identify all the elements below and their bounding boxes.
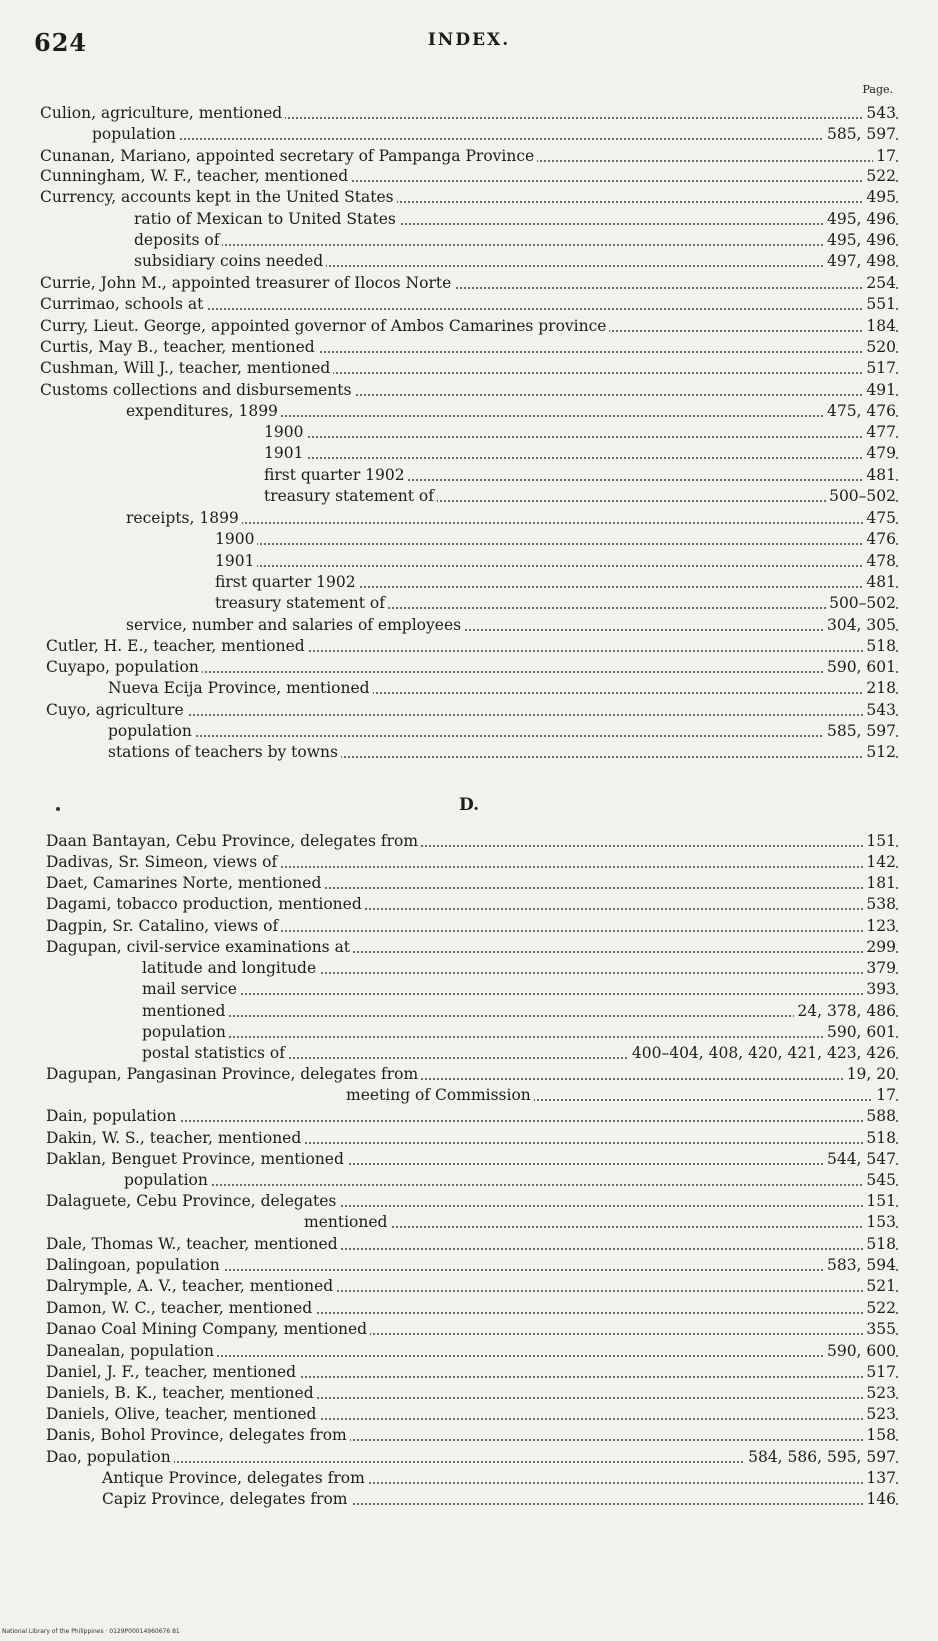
dot-leader [219,529,898,545]
entry-term: Dalingoan, population [46,1255,223,1275]
index-entry [0,1128,938,1148]
entry-pages: 495 [863,187,896,207]
entry-term: Cuyo, agriculture [46,700,187,720]
index-entry [0,1468,938,1488]
entry-term: Danao Coal Mining Company, mentioned [46,1319,370,1339]
entry-pages: 523 [863,1404,896,1424]
entry-pages: 495, 496 [824,209,896,229]
entry-term: population [92,124,179,144]
entry-term: first quarter 1902 [264,465,408,485]
entry-term: treasury statement of [264,486,437,506]
page-column-label: Page. [862,83,893,96]
entry-term: Daniel, J. F., teacher, mentioned [46,1362,299,1382]
index-entry [0,529,938,549]
entry-term: Dalaguete, Cebu Province, delegates [46,1191,339,1211]
entry-pages: 477 [863,422,896,442]
dot-leader [130,508,898,524]
index-entry [0,615,938,635]
index-entry [0,443,938,463]
entry-term: Dagupan, civil-service examinations at [46,937,353,957]
entry-pages: 583, 594 [824,1255,896,1275]
entry-pages: 544, 547 [824,1149,896,1169]
entry-term: latitude and longitude [142,958,319,978]
entry-pages: 518 [863,1234,896,1254]
entry-term: 1901 [215,551,257,571]
entry-term: Dain, population [46,1106,179,1126]
entry-pages: 379 [863,958,896,978]
index-entry [0,1319,938,1339]
entry-pages: 517 [863,358,896,378]
entry-pages: 24, 378, 486 [794,1001,896,1021]
index-entry [0,979,938,999]
index-entry [0,1425,938,1445]
index-entry [0,1191,938,1211]
index-entry [0,1298,938,1318]
entry-term: Currency, accounts kept in the United States [40,187,397,207]
index-entry [0,166,938,186]
entry-pages: 517 [863,1362,896,1382]
entry-pages: 158 [863,1425,896,1445]
entry-term: mentioned [142,1001,228,1021]
entry-term: Curtis, May B., teacher, mentioned [40,337,318,357]
entry-term: treasury statement of [215,593,388,613]
entry-term: population [142,1022,229,1042]
index-entry [0,1404,938,1424]
entry-term: Dagupan, Pangasinan Province, delegates from [46,1064,421,1084]
entry-term: Dao, population [46,1447,174,1467]
entry-term: deposits of [134,230,222,250]
index-entry [0,1276,938,1296]
index-entry [0,508,938,528]
index-entry [0,380,938,400]
entry-pages: 137 [863,1468,896,1488]
index-entry [0,873,938,893]
entry-pages: 299 [863,937,896,957]
entry-pages: 522 [863,1298,896,1318]
entry-term: meeting of Commission [346,1085,534,1105]
index-entry [0,742,938,762]
index-entry [0,894,938,914]
entry-pages: 523 [863,1383,896,1403]
entry-term: postal statistics of [142,1043,288,1063]
entry-pages: 355 [863,1319,896,1339]
entry-term: expenditures, 1899 [126,401,281,421]
entry-pages: 475, 476 [824,401,896,421]
index-entry [0,636,938,656]
section-heading-d: D. [458,795,480,815]
entry-term: 1900 [264,422,306,442]
entry-pages: 585, 597 [824,721,896,741]
dot-leader [146,1001,898,1017]
entry-pages: 512 [863,742,896,762]
entry-term: Daan Bantayan, Cebu Province, delegates from [46,831,421,851]
index-entry [0,294,938,314]
index-entry [0,551,938,571]
entry-pages: 520 [863,337,896,357]
dot-leader [268,443,898,459]
index-entry [0,337,938,357]
dot-leader [112,721,898,737]
index-entry [0,316,938,336]
entry-pages: 400–404, 408, 420, 421, 423, 426 [629,1043,896,1063]
index-entry [0,187,938,207]
entry-pages: 481 [863,572,896,592]
entry-term: service, number and salaries of employees [126,615,464,635]
entry-term: Cuyapo, population [46,657,202,677]
index-entry [0,1170,938,1190]
entry-term: mail service [142,979,240,999]
entry-pages: 497, 498 [824,251,896,271]
dot-leader [128,1170,898,1186]
index-entry [0,1212,938,1232]
entry-pages: 538 [863,894,896,914]
entry-term: stations of teachers by towns [108,742,341,762]
entry-pages: 590, 600 [824,1341,896,1361]
index-entry [0,1362,938,1382]
index-entry [0,1106,938,1126]
entry-pages: 585, 597 [824,124,896,144]
entry-pages: 19, 20 [844,1064,896,1084]
entry-term: Danealan, population [46,1341,217,1361]
index-entry [0,572,938,592]
dot-leader [96,124,898,140]
index-entry [0,1447,938,1467]
index-entry [0,1022,938,1042]
index-entry [0,1234,938,1254]
entry-pages: 254 [863,273,896,293]
entry-pages: 478 [863,551,896,571]
index-entry [0,1149,938,1169]
entry-pages: 521 [863,1276,896,1296]
entry-term: Capiz Province, delegates from [102,1489,351,1509]
entry-pages: 146 [863,1489,896,1509]
entry-pages: 588 [863,1106,896,1126]
dot-leader [308,1212,898,1228]
entry-term: Cutler, H. E., teacher, mentioned [46,636,308,656]
entry-pages: 123 [863,916,896,936]
entry-pages: 500–502 [826,486,896,506]
entry-term: Currie, John M., appointed treasurer of Ilocos Norte [40,273,454,293]
index-entry [0,1255,938,1275]
index-entry [0,1341,938,1361]
entry-pages: 522 [863,166,896,186]
index-entry [0,852,938,872]
entry-pages: 495, 496 [824,230,896,250]
index-entry [0,1085,938,1105]
entry-pages: 151 [863,831,896,851]
index-entry [0,657,938,677]
entry-pages: 545 [863,1170,896,1190]
entry-pages: 479 [863,443,896,463]
entry-term: Dalrymple, A. V., teacher, mentioned [46,1276,336,1296]
index-entry [0,273,938,293]
entry-pages: 153 [863,1212,896,1232]
index-entry [0,1489,938,1509]
index-entry [0,1064,938,1084]
entry-pages: 518 [863,636,896,656]
entry-term: mentioned [304,1212,390,1232]
entry-pages: 551 [863,294,896,314]
running-head: INDEX. [427,30,511,50]
entry-pages: 151 [863,1191,896,1211]
entry-term: Culion, agriculture, mentioned [40,103,285,123]
entry-pages: 491 [863,380,896,400]
entry-term: Cunanan, Mariano, appointed secretary of Pampanga Province [40,146,537,166]
index-entry [0,486,938,506]
entry-term: Dagpin, Sr. Catalino, views of [46,916,281,936]
entry-pages: 181 [863,873,896,893]
entry-term: Daniels, B. K., teacher, mentioned [46,1383,317,1403]
index-entry [0,678,938,698]
index-entry [0,700,938,720]
entry-pages: 142 [863,852,896,872]
dot-leader [219,551,898,567]
index-entry [0,146,938,166]
entry-term: Curry, Lieut. George, appointed governor of Ambos Camarines province [40,316,609,336]
entry-term: Cunningham, W. F., teacher, mentioned [40,166,351,186]
index-entry [0,230,938,250]
entry-pages: 543 [863,103,896,123]
entry-term: ratio of Mexican to United States [134,209,399,229]
entry-pages: 17 [873,146,896,166]
dot-leader [138,230,898,246]
footer-credit: National Library of the Philippines · 0129P00014960676 81 [2,1628,180,1635]
index-entry [0,124,938,144]
entry-pages: 475 [863,508,896,528]
entry-term: Currimao, schools at [40,294,206,314]
entry-term: Danis, Bohol Province, delegates from [46,1425,350,1445]
entry-pages: 584, 586, 595, 597 [745,1447,896,1467]
entry-term: Dale, Thomas W., teacher, mentioned [46,1234,341,1254]
entry-term: subsidiary coins needed [134,251,326,271]
entry-term: population [108,721,195,741]
entry-pages: 184 [863,316,896,336]
entry-pages: 17 [873,1085,896,1105]
entry-pages: 476 [863,529,896,549]
index-entry [0,465,938,485]
entry-pages: 481 [863,465,896,485]
entry-pages: 543 [863,700,896,720]
page-number: 624 [34,28,88,57]
entry-term: Daniels, Olive, teacher, mentioned [46,1404,319,1424]
entry-pages: 218 [863,678,896,698]
entry-term: Cushman, Will J., teacher, mentioned [40,358,333,378]
index-entry [0,251,938,271]
index-entry [0,103,938,123]
entry-term: first quarter 1902 [215,572,359,592]
entry-term: Nueva Ecija Province, mentioned [108,678,373,698]
entry-term: Damon, W. C., teacher, mentioned [46,1298,315,1318]
index-entry [0,831,938,851]
entry-pages: 393 [863,979,896,999]
entry-term: Daklan, Benguet Province, mentioned [46,1149,347,1169]
index-entry [0,916,938,936]
index-entry [0,593,938,613]
entry-term: Dakin, W. S., teacher, mentioned [46,1128,304,1148]
index-entry [0,209,938,229]
index-entry [0,721,938,741]
entry-pages: 304, 305 [824,615,896,635]
entry-term: Dadivas, Sr. Simeon, views of [46,852,280,872]
index-entry [0,358,938,378]
entry-pages: 500–502 [826,593,896,613]
index-entry [0,937,938,957]
dot-leader [146,1022,898,1038]
index-entry [0,422,938,442]
index-entry [0,1043,938,1063]
entry-term: receipts, 1899 [126,508,242,528]
index-entry [0,958,938,978]
entry-term: Dagami, tobacco production, mentioned [46,894,365,914]
index-entry [0,401,938,421]
entry-pages: 590, 601 [824,657,896,677]
entry-pages: 518 [863,1128,896,1148]
entry-term: 1900 [215,529,257,549]
entry-term: 1901 [264,443,306,463]
entry-pages: 590, 601 [824,1022,896,1042]
dot-leader [146,979,898,995]
index-entry [0,1383,938,1403]
entry-term: population [124,1170,211,1190]
entry-term: Daet, Camarines Norte, mentioned [46,873,324,893]
index-entry [0,1001,938,1021]
dot-leader [268,422,898,438]
entry-term: Antique Province, delegates from [102,1468,368,1488]
entry-term: Customs collections and disbursements [40,380,354,400]
